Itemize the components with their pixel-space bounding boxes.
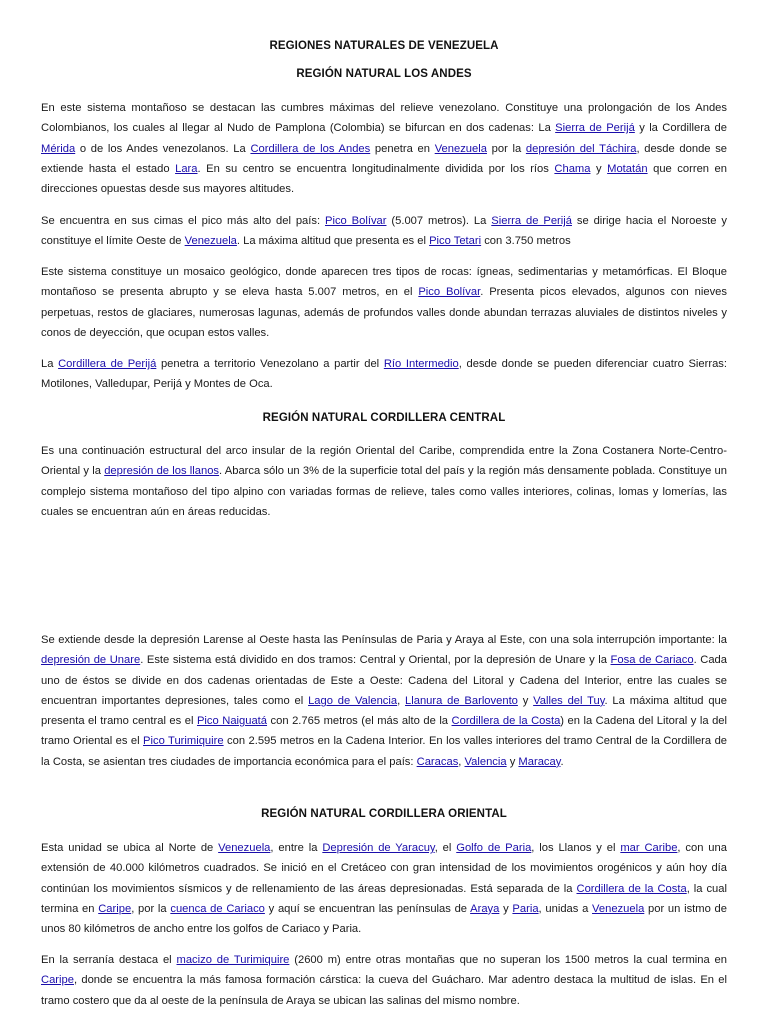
paragraph-central-1	[41, 441, 727, 522]
paragraph-central-2	[41, 630, 727, 772]
link-rio-intermedio[interactable]: Río Intermedio	[383, 358, 459, 370]
link-lago-de-valencia[interactable]: Lago de Valencia	[308, 694, 398, 707]
text: Este sistema constituye un mosaico geológico, donde aparecen tres tipos de rocas: ígneas, sedimentarias y metamórficas. El Bloque montañoso se presenta abrupto y se eleva hasta 5.007 metros, en el	[41, 266, 727, 299]
text: Se extiende desde la depresión Larense al Oeste hasta las Penínsulas de Paria y Araya al Este, con una sola interrupción importante: la	[41, 634, 727, 646]
link-sierra-de-perija[interactable]: Sierra de Perijá	[555, 122, 635, 135]
paragraph-oriental-1	[41, 838, 727, 939]
text: ,	[458, 755, 465, 768]
link-caripe[interactable]: Caripe	[98, 902, 132, 915]
link-depresion-de-unare[interactable]: depresión de Unare	[41, 654, 141, 667]
link-valles-del-tuy[interactable]: Valles del Tuy	[533, 694, 605, 707]
text: . Abarca sólo un 3% de la superficie total del país y la región más densamente poblada. Constituye un complejo sistema montañoso del tipo alpino con variadas formas de relieve, tales como valles interiores, colinas, lomas y lomerías, las cuales se encuentran aún en áreas reducidas.	[41, 465, 727, 518]
paragraph-andes-3	[41, 262, 727, 343]
link-caripe[interactable]: Caripe	[41, 974, 74, 987]
text: , los Llanos y el	[531, 842, 621, 854]
text: . La máxima altitud que presenta es el	[236, 235, 430, 248]
link-venezuela[interactable]: Venezuela	[592, 902, 645, 915]
link-venezuela[interactable]: Venezuela	[218, 842, 271, 854]
text: . Presenta picos elevados, algunos con nieves perpetuas, restos de glaciares, numerosas lagunas, además de profundos valles donde abundan terrazas aluviales de distintos niveles y conos de deyección, que ocupan estos valles.	[41, 286, 727, 339]
link-pico-tetari[interactable]: Pico Tetari	[429, 235, 482, 248]
link-motatan[interactable]: Motatán	[607, 162, 648, 175]
link-merida[interactable]: Mérida	[41, 142, 76, 155]
text: y	[506, 755, 519, 768]
text: , con una extensión de 40.000 kilómetros cuadrados. Se inició en el Cretáceo con gran intensidad de los movimientos orogénicos y aún hoy día continúan los movimientos sísmicos y de rellenamiento de las áreas depresionadas. Está separada de la	[41, 842, 727, 895]
document-title: REGIONES NATURALES DE VENEZUELA	[269, 40, 499, 52]
link-valencia[interactable]: Valencia	[464, 755, 507, 768]
link-chama[interactable]: Chama	[554, 162, 591, 175]
text: , entre la	[270, 842, 323, 854]
text: , por la	[131, 902, 171, 915]
text: que corren en direcciones opuestas desde sus mayores altitudes.	[41, 162, 727, 196]
text: , desde donde se pueden diferenciar cuatro Sierras: Motilones, Valledupar, Perijá y Montes de Oca.	[41, 358, 727, 391]
link-mar-caribe[interactable]: mar Caribe	[620, 842, 678, 854]
text: (2600 m) entre otras montañas que no superan los 1500 metros la cual termina en	[289, 954, 727, 966]
text: , el	[434, 842, 457, 854]
text: con 2.765 metros (el más alto de la	[267, 715, 452, 728]
text: o de los Andes venezolanos. La	[75, 142, 251, 155]
link-llanura-de-barlovento[interactable]: Llanura de Barlovento	[405, 694, 518, 707]
text: por la	[486, 142, 526, 155]
paragraph-andes-1	[41, 98, 727, 199]
text: En la serranía destaca el	[41, 954, 177, 966]
text: , donde se encuentra la más famosa formación cárstica: la cueva del Guácharo. Mar adentro destaca la multitud de islas. En el tramo costero que da al oeste de la península de Araya se ubican las salinas del mismo nombre.	[41, 974, 727, 1007]
heading-cordillera-central: REGIÓN NATURAL CORDILLERA CENTRAL	[262, 412, 506, 424]
link-cordillera-de-la-costa[interactable]: Cordillera de la Costa	[576, 882, 687, 895]
heading-cordillera-oriental: REGIÓN NATURAL CORDILLERA ORIENTAL	[261, 808, 507, 820]
text: y	[499, 902, 513, 915]
text: ,	[397, 694, 406, 707]
text: , unidas a	[538, 902, 593, 915]
text: . Este sistema está dividido en dos tramos: Central y Oriental, por la depresión de Unare y la	[140, 654, 611, 667]
link-macizo-de-turimiquire[interactable]: macizo de Turimiquire	[176, 954, 290, 966]
text: y aquí se encuentran las penínsulas de	[264, 902, 471, 915]
link-paria[interactable]: Paria	[512, 902, 539, 915]
text: .	[560, 755, 564, 768]
text: penetra en	[370, 142, 435, 155]
text: . Cada uno de éstos se divide en dos cadenas orientadas de Este a Oeste: Cadena del Litoral y Cadena del Interior, entre las cuales se encuentran importantes depresiones, tales como el	[41, 654, 727, 707]
link-lara[interactable]: Lara	[175, 162, 198, 175]
paragraph-andes-2	[41, 211, 727, 252]
text: . La máxima altitud que presenta el tramo central es el	[41, 694, 727, 728]
text: En este sistema montañoso se destacan las cumbres máximas del relieve venezolano. Constituye una prolongación de los Andes Colombianos, los cuales al llegar al Nudo de Pamplona (Colombia) se bifurcan en dos cadenas: La	[41, 102, 727, 135]
text: y la Cordillera de	[634, 122, 727, 135]
text: La	[41, 358, 59, 370]
text: y	[590, 162, 608, 175]
text: . En su centro se encuentra longitudinalmente dividida por los ríos	[197, 162, 555, 175]
link-caracas[interactable]: Caracas	[416, 755, 459, 768]
link-sierra-de-perija[interactable]: Sierra de Perijá	[491, 215, 572, 227]
text: Es una continuación estructural del arco insular de la región Oriental del Caribe, comprendida entre la Zona Costanera Norte-Centro-Oriental y la	[41, 445, 727, 478]
text: penetra a territorio Venezolano a partir del	[156, 358, 384, 370]
link-pico-turimiquire[interactable]: Pico Turimiquire	[143, 735, 224, 748]
link-cordillera-de-los-andes[interactable]: Cordillera de los Andes	[250, 142, 371, 155]
text: , desde donde se extiende hasta el estado	[41, 142, 728, 175]
link-depresion-de-yaracuy[interactable]: Depresión de Yaracuy	[322, 842, 435, 854]
link-araya[interactable]: Araya	[470, 902, 500, 915]
text: (5.007 metros). La	[386, 215, 492, 227]
link-cordillera-de-perija[interactable]: Cordillera de Perijá	[58, 358, 157, 370]
link-cordillera-de-la-costa[interactable]: Cordillera de la Costa	[451, 715, 561, 728]
heading-los-andes: REGIÓN NATURAL LOS ANDES	[296, 68, 472, 80]
paragraph-oriental-2	[41, 950, 727, 1011]
text: Se encuentra en sus cimas el pico más alto del país:	[41, 215, 325, 227]
link-maracay[interactable]: Maracay	[518, 755, 561, 768]
text: con 2.595 metros en la Cadena Interior. En los valles interiores del tramo Central de la Cordillera de la Costa, se asientan tres ciudades de importancia económica para el país:	[41, 735, 728, 768]
link-venezuela[interactable]: Venezuela	[434, 142, 487, 155]
link-pico-bolivar[interactable]: Pico Bolívar	[325, 215, 387, 227]
link-pico-naiguata[interactable]: Pico Naiguatá	[196, 715, 268, 728]
text: ) en la Cadena del Litoral y la del tramo Oriental es el	[41, 715, 728, 748]
link-fosa-de-cariaco[interactable]: Fosa de Cariaco	[610, 654, 694, 667]
text: y	[517, 694, 534, 707]
link-depresion-de-los-llanos[interactable]: depresión de los llanos	[104, 465, 220, 478]
text: con 3.750 metros	[481, 235, 571, 248]
link-cuenca-de-cariaco[interactable]: cuenca de Cariaco	[170, 902, 265, 915]
link-pico-bolivar[interactable]: Pico Bolívar	[418, 286, 481, 299]
link-venezuela[interactable]: Venezuela	[184, 235, 237, 248]
text: , la cual termina en	[41, 882, 727, 915]
paragraph-andes-4	[41, 354, 727, 395]
text: se dirige hacia el Noroeste y constituye el límite Oeste de	[41, 215, 727, 248]
link-golfo-de-paria[interactable]: Golfo de Paria	[456, 842, 532, 854]
text: por un istmo de unos 80 kilómetros de ancho entre los golfos de Cariaco y Paria.	[41, 902, 727, 936]
text: Esta unidad se ubica al Norte de	[41, 842, 219, 854]
link-depresion-del-tachira[interactable]: depresión del Táchira	[525, 142, 637, 155]
